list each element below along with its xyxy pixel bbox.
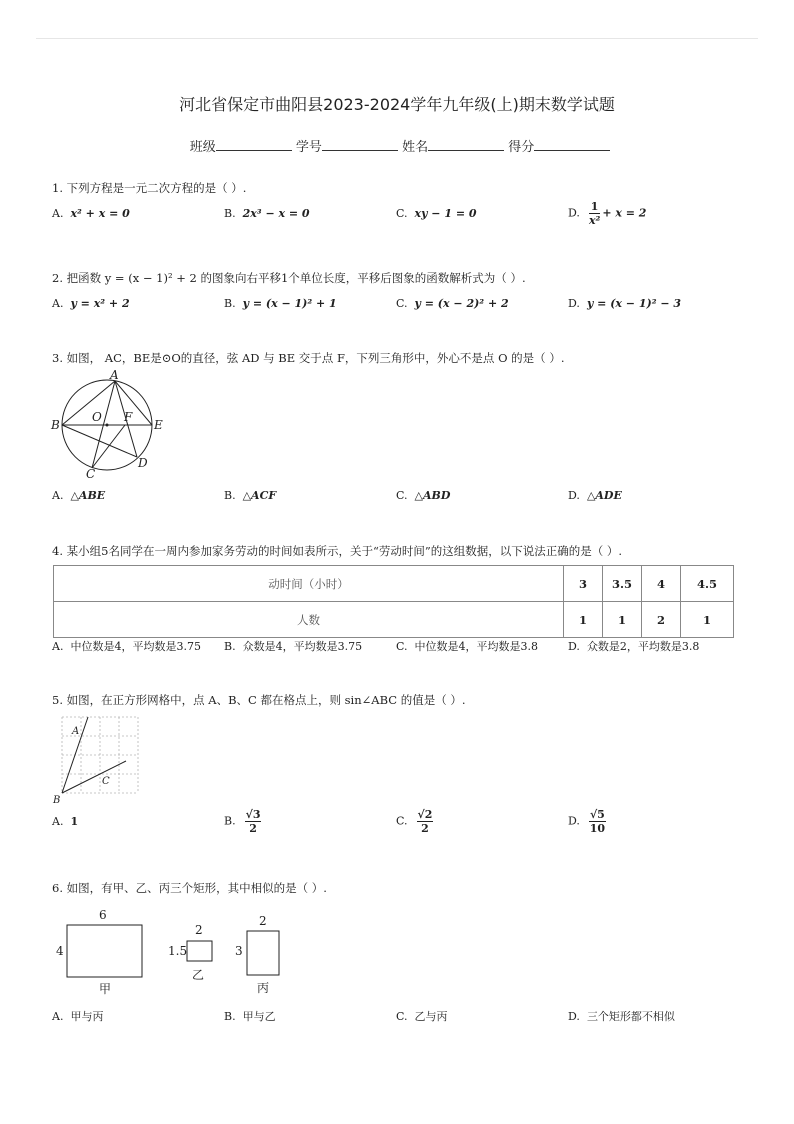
q6-option-d[interactable]: D. 三个矩形都不相似 bbox=[568, 1010, 675, 1023]
score-blank bbox=[534, 138, 610, 151]
question-1-stem: 1. 下列方程是一元二次方程的是（ ）. bbox=[52, 181, 247, 195]
fraction: $\frac{√3}{2}$ bbox=[245, 808, 261, 835]
q2-option-b[interactable]: B. y = (x − 1)² + 1 bbox=[224, 297, 337, 310]
fraction: $\frac{1}{\text{x²}}$ bbox=[588, 200, 601, 227]
labor-time-table bbox=[53, 565, 734, 638]
grid-figure bbox=[50, 712, 145, 807]
label-b: B bbox=[53, 795, 61, 806]
name-label: 姓名 bbox=[402, 140, 429, 155]
label-b: B bbox=[51, 418, 60, 432]
number-blank bbox=[322, 138, 398, 151]
jia-width: 6 bbox=[99, 908, 107, 922]
table-row bbox=[54, 566, 734, 602]
label-f: F bbox=[124, 410, 133, 424]
q2-option-d[interactable]: D. y = (x − 1)² − 3 bbox=[568, 297, 682, 310]
rect-yi bbox=[187, 941, 212, 961]
line-cf bbox=[92, 425, 125, 468]
page-title: 河北省保定市曲阳县2023-2024学年九年级(上)期末数学试题 bbox=[179, 95, 615, 114]
label-o: O bbox=[92, 410, 102, 424]
q6-option-c[interactable]: C. 乙与丙 bbox=[396, 1010, 448, 1023]
q1-option-d[interactable]: D. $\frac{1}{\text{x²}}$ + x = 2 bbox=[568, 200, 647, 227]
label-d: D bbox=[138, 456, 148, 470]
row-label: 人数 bbox=[54, 602, 564, 638]
rect-jia bbox=[67, 925, 142, 977]
q6-option-b[interactable]: B. 甲与乙 bbox=[224, 1010, 276, 1023]
class-label: 班级 bbox=[189, 140, 216, 155]
q1-option-c[interactable]: C. xy − 1 = 0 bbox=[396, 207, 477, 220]
table-cell: 1 bbox=[681, 602, 734, 638]
label-a: A bbox=[110, 370, 119, 382]
table-cell: 4.5 bbox=[681, 566, 734, 602]
q5-option-d[interactable]: D. $\frac{√5}{10}$ bbox=[568, 808, 606, 835]
circle-figure bbox=[50, 370, 165, 480]
fraction: $\frac{√2}{2}$ bbox=[417, 808, 433, 835]
table-cell: 2 bbox=[642, 602, 681, 638]
jia-name: 甲 bbox=[99, 982, 112, 996]
q3-option-d[interactable]: D. △ADE bbox=[568, 489, 622, 502]
question-3-stem: 3. 如图， AC，BE是⊙O的直径，弦 AD 与 BE 交于点 F，下列三角形中，外心不是点 O 的是（ ）. bbox=[52, 351, 565, 365]
line-bd bbox=[62, 425, 137, 457]
top-divider bbox=[36, 38, 758, 39]
q2-option-c[interactable]: C. y = (x − 2)² + 2 bbox=[396, 297, 509, 310]
jia-height: 4 bbox=[56, 944, 64, 958]
q5-option-c[interactable]: C. $\frac{√2}{2}$ bbox=[396, 808, 433, 835]
q4-option-b[interactable]: B. 众数是4，平均数是3.75 bbox=[224, 640, 363, 653]
question-4-stem: 4. 某小组5名同学在一周内参加家务劳动的时间如表所示，关于“劳动时间”的这组数据，以下说法正确的是（ ）. bbox=[52, 544, 623, 558]
class-blank bbox=[216, 138, 292, 151]
bing-height: 3 bbox=[235, 944, 243, 958]
line-ab bbox=[62, 381, 115, 425]
rectangles-figure bbox=[50, 903, 300, 998]
number-label: 学号 bbox=[295, 140, 322, 155]
table-row bbox=[54, 602, 734, 638]
q3-option-a[interactable]: A. △ABE bbox=[52, 489, 106, 502]
label-a: A bbox=[72, 726, 80, 737]
label-c: C bbox=[86, 467, 96, 480]
bing-name: 丙 bbox=[257, 981, 270, 995]
yi-name: 乙 bbox=[192, 968, 205, 982]
row-label: 动时间（小时） bbox=[54, 566, 564, 602]
question-6-stem: 6. 如图，有甲、乙、丙三个矩形，其中相似的是（ ）. bbox=[52, 881, 327, 895]
q2-option-a[interactable]: A. y = x² + 2 bbox=[52, 297, 130, 310]
fraction: $\frac{√5}{10}$ bbox=[589, 808, 606, 835]
label-e: E bbox=[154, 418, 163, 432]
yi-width: 2 bbox=[195, 923, 203, 937]
student-info-line bbox=[0, 136, 794, 155]
table-cell: 4 bbox=[642, 566, 681, 602]
bing-width: 2 bbox=[259, 914, 267, 928]
label-c: C bbox=[102, 776, 110, 787]
q4-option-d[interactable]: D. 众数是2，平均数是3.8 bbox=[568, 640, 700, 653]
name-blank bbox=[428, 138, 504, 151]
rect-bing bbox=[247, 931, 279, 975]
q4-option-a[interactable]: A. 中位数是4，平均数是3.75 bbox=[52, 640, 201, 653]
table-cell: 3.5 bbox=[603, 566, 642, 602]
question-5-stem: 5. 如图，在正方形网格中，点 A、B、C 都在格点上，则 sin∠ABC 的值是（ ）. bbox=[52, 693, 466, 707]
table-cell: 1 bbox=[603, 602, 642, 638]
q4-option-c[interactable]: C. 中位数是4，平均数是3.8 bbox=[396, 640, 539, 653]
table-cell: 3 bbox=[564, 566, 603, 602]
q3-option-c[interactable]: C. △ABD bbox=[396, 489, 451, 502]
score-label: 得分 bbox=[508, 140, 535, 155]
yi-height: 1.5 bbox=[168, 944, 188, 958]
q5-option-a[interactable]: A. 1 bbox=[52, 815, 79, 828]
center-dot bbox=[106, 424, 109, 427]
q5-option-b[interactable]: B. $\frac{√3}{2}$ bbox=[224, 808, 261, 835]
question-2-stem: 2. 把函数 y = (x − 1)² + 2 的图象向右平移1个单位长度，平移后图象的函数解析式为（ ）. bbox=[52, 271, 526, 285]
q6-option-a[interactable]: A. 甲与丙 bbox=[52, 1010, 104, 1023]
q3-option-b[interactable]: B. △ACF bbox=[224, 489, 277, 502]
q1-option-a[interactable]: A. x² + x = 0 bbox=[52, 207, 130, 220]
q1-option-b[interactable]: B. 2x³ − x = 0 bbox=[224, 207, 310, 220]
table-cell: 1 bbox=[564, 602, 603, 638]
